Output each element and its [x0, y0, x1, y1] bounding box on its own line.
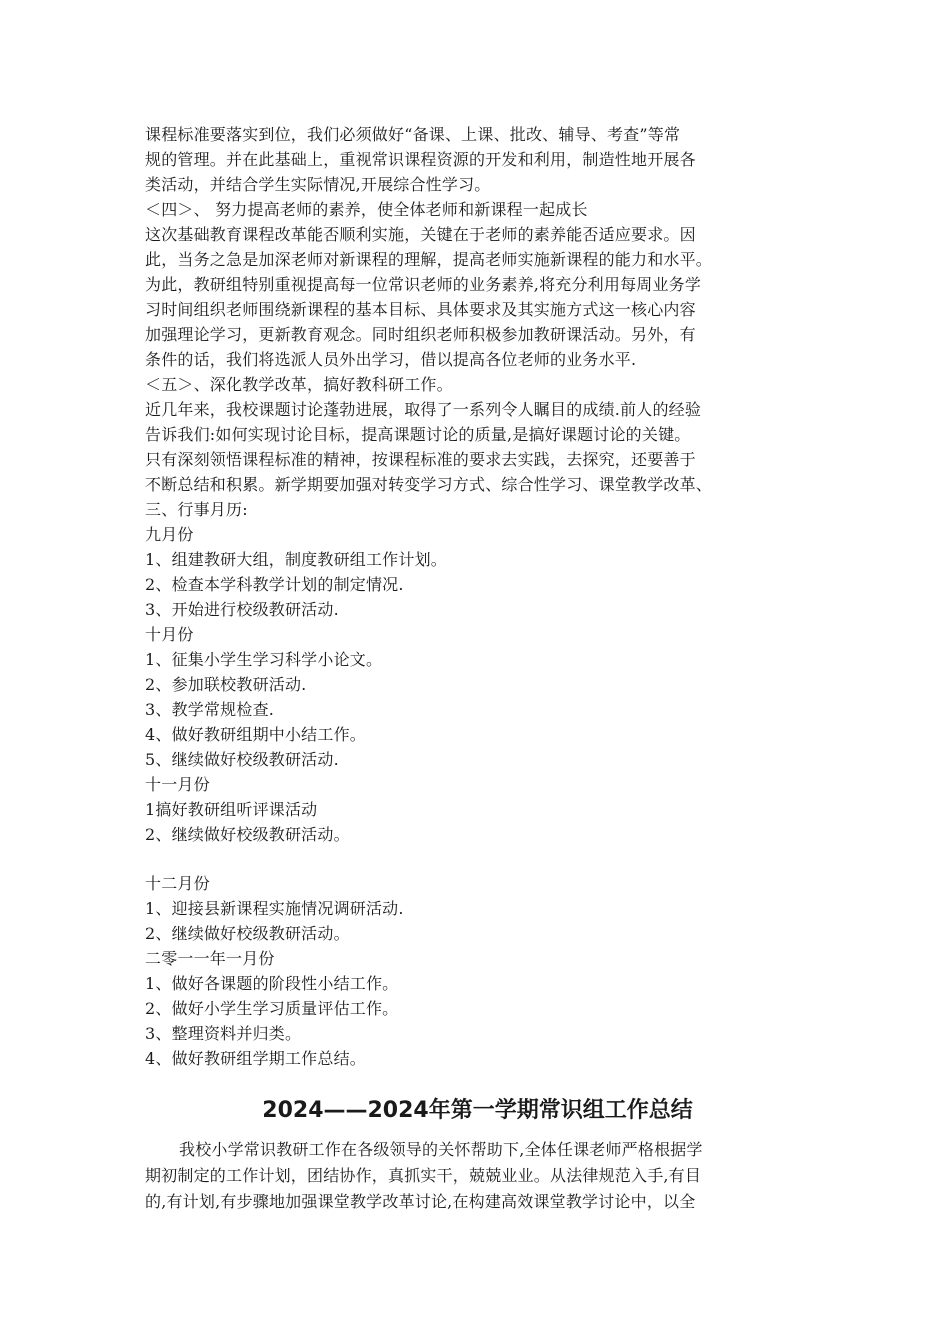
section-heading: 三、行事月历: [145, 500, 248, 519]
list-item: 1、做好各课题的阶段性小结工作。 [145, 974, 399, 993]
text-line: 我校小学常识教研工作在各级领导的关怀帮助下,全体任课老师严格根据学 [179, 1140, 703, 1159]
list-item: 3、开始进行校级教研活动. [145, 600, 339, 619]
list-item: 4、做好教研组学期工作总结。 [145, 1049, 366, 1068]
list-item: 4、做好教研组期中小结工作。 [145, 725, 366, 744]
document-title: 2024——2024年第一学期常识组工作总结 [262, 1098, 693, 1123]
text-line: 近几年来，我校课题讨论蓬勃进展，取得了一系列令人瞩目的成绩.前人的经验 [145, 400, 702, 419]
text-line: 类活动，并结合学生实际情况,开展综合性学习。 [145, 175, 491, 194]
list-item: 2、参加联校教研活动. [145, 675, 307, 694]
text-line: 条件的话，我们将选派人员外出学习，借以提高各位老师的业务水平. [145, 350, 637, 369]
month-heading: 十月份 [145, 625, 194, 644]
list-item: 1、迎接县新课程实施情况调研活动. [145, 899, 404, 918]
text-line: 只有深刻领悟课程标准的精神，按课程标准的要求去实践，去探究，还要善于 [145, 450, 696, 469]
list-item: 5、继续做好校级教研活动. [145, 750, 339, 769]
text-line: 期初制定的工作计划，团结协作，真抓实干，兢兢业业。从法律规范入手,有目 [145, 1166, 702, 1185]
list-item: 1搞好教研组听评课活动 [145, 800, 318, 819]
section-heading: ＜五＞、深化教学改革，搞好教科研工作。 [145, 375, 453, 394]
text-line: 习时间组织老师围绕新课程的基本目标、具体要求及其实施方式这一核心内容 [145, 300, 696, 319]
month-heading: 九月份 [145, 525, 194, 544]
text-line: 此，当务之急是加深老师对新课程的理解，提高老师实施新课程的能力和水平。 [145, 250, 713, 269]
list-item: 2、做好小学生学习质量评估工作。 [145, 999, 399, 1018]
month-heading: 十二月份 [145, 874, 210, 893]
list-item: 3、教学常规检查. [145, 700, 275, 719]
text-line: 规的管理。并在此基础上，重视常识课程资源的开发和利用，制造性地开展各 [145, 150, 696, 169]
list-item: 1、组建教研大组，制度教研组工作计划。 [145, 550, 447, 569]
text-line: 课程标准要落实到位，我们必须做好“备课、上课、批改、辅导、考查”等常 [145, 125, 681, 144]
list-item: 2、检查本学科教学计划的制定情况. [145, 575, 404, 594]
text-line: 告诉我们:如何实现讨论目标，提高课题讨论的质量,是搞好课题讨论的关键。 [145, 425, 691, 444]
summary-body [145, 1137, 810, 1215]
text-line: 的,有计划,有步骤地加强课堂教学改革讨论,在构建高效课堂教学讨论中，以全 [145, 1192, 696, 1211]
blank-line [145, 847, 810, 871]
text-line: 为此，教研组特别重视提高每一位常识老师的业务素养,将充分利用每周业务学 [145, 275, 702, 294]
list-item: 3、整理资料并归类。 [145, 1024, 302, 1043]
list-item: 1、征集小学生学习科学小论文。 [145, 650, 383, 669]
text-line: 加强理论学习，更新教育观念。同时组织老师积极参加教研课活动。另外，有 [145, 325, 696, 344]
month-heading: 十一月份 [145, 775, 210, 794]
list-item: 2、继续做好校级教研活动。 [145, 924, 350, 943]
text-line: 不断总结和积累。新学期要加强对转变学习方式、综合性学习、课堂教学改革、 [145, 475, 713, 494]
section-heading: ＜四＞、 努力提高老师的素养，使全体老师和新课程一起成长 [145, 200, 588, 219]
list-item: 2、继续做好校级教研活动。 [145, 825, 350, 844]
month-heading: 二零一一年一月份 [145, 949, 275, 968]
document-body [145, 122, 810, 1071]
text-line: 这次基础教育课程改革能否顺利实施，关键在于老师的素养能否适应要求。因 [145, 225, 696, 244]
